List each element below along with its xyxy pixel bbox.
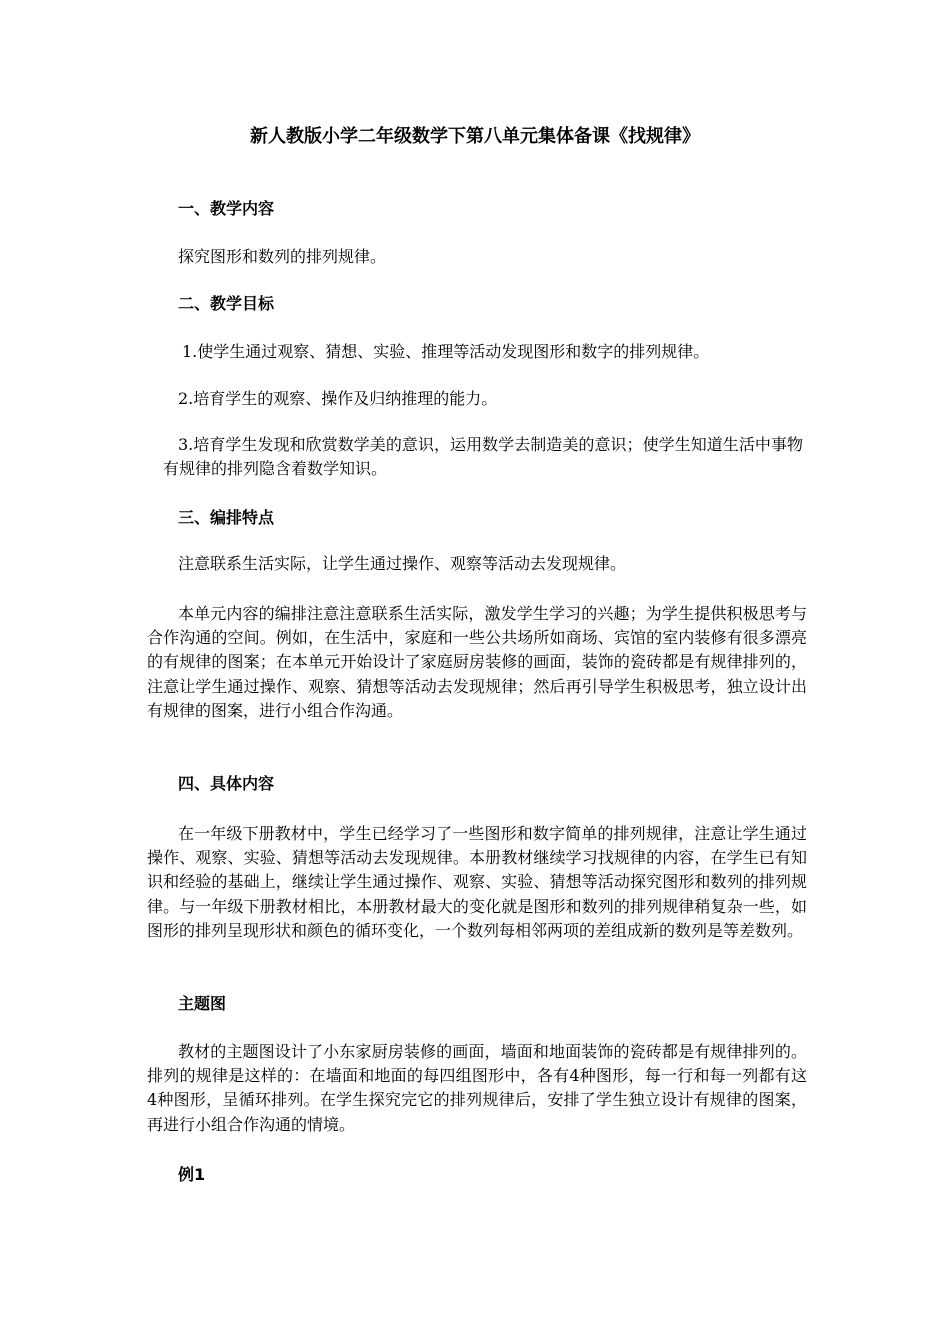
theme-picture-paragraph: 教材的主题图设计了小东家厨房装修的画面，墙面和地面装饰的瓷砖都是有规律排列的。排列的规律是这样的：在墙面和地面的每四组图形中，各有4种图形，每一行和每一列都有这4种图形，呈循环排列。在学生探究完它的排列规律后，安排了学生独立设计有规律的图案，再进行小组合作沟通的情境。 <box>147 1042 807 1134</box>
section-heading-teaching-goals: 二、教学目标 <box>178 294 275 313</box>
goal-item-1: 1.使学生通过观察、猜想、实验、推理等活动发现图形和数字的排列规律。 <box>182 342 710 361</box>
goal-item-2: 2.培育学生的观察、操作及归纳推理的能力。 <box>178 389 498 408</box>
section-heading-theme-picture: 主题图 <box>178 994 227 1013</box>
goal-item-3: 3.培育学生发现和欣赏数学美的意识，运用数学去制造美的意识；使学生知道生活中事物有规律的排列隐含着数学知识。 <box>163 435 803 479</box>
arrangement-paragraph: 本单元内容的编排注意注意联系生活实际，激发学生学习的兴趣；为学生提供积极思考与合作沟通的空间。例如，在生活中，家庭和一些公共场所如商场、宾馆的室内装修有很多漂亮的有规律的图案；在本单元开始设计了家庭厨房装修的画面，装饰的瓷砖都是有规律排列的，注意让学生通过操作、观察、猜想等活动去发现规律；然后再引导学生积极思考，独立设计出有规律的图案，进行小组合作沟通。 <box>147 604 807 720</box>
details-paragraph: 在一年级下册教材中，学生已经学习了一些图形和数字简单的排列规律，注意让学生通过操作、观察、实验、猜想等活动去发现规律。本册教材继续学习找规律的内容，在学生已有知识和经验的基础上，继续让学生通过操作、观察、实验、猜想等活动探究图形和数列的排列规律。与一年级下册教材相比，本册教材最大的变化就是图形和数列的排列规律稍复杂一些，如图形的排列呈现形状和颜色的循环变化，一个数列每相邻两项的差组成新的数列是等差数列。 <box>147 824 807 940</box>
teaching-content-text: 探究图形和数列的排列规律。 <box>178 247 387 266</box>
document-title: 新人教版小学二年级数学下第八单元集体备课《找规律》 <box>250 126 700 147</box>
section-heading-arrangement: 三、编排特点 <box>178 508 275 527</box>
section-heading-teaching-content: 一、教学内容 <box>178 199 275 218</box>
section-heading-example-1: 例1 <box>178 1165 206 1184</box>
arrangement-summary: 注意联系生活实际，让学生通过操作、观察等活动去发现规律。 <box>178 554 627 573</box>
section-heading-details: 四、具体内容 <box>178 774 275 793</box>
